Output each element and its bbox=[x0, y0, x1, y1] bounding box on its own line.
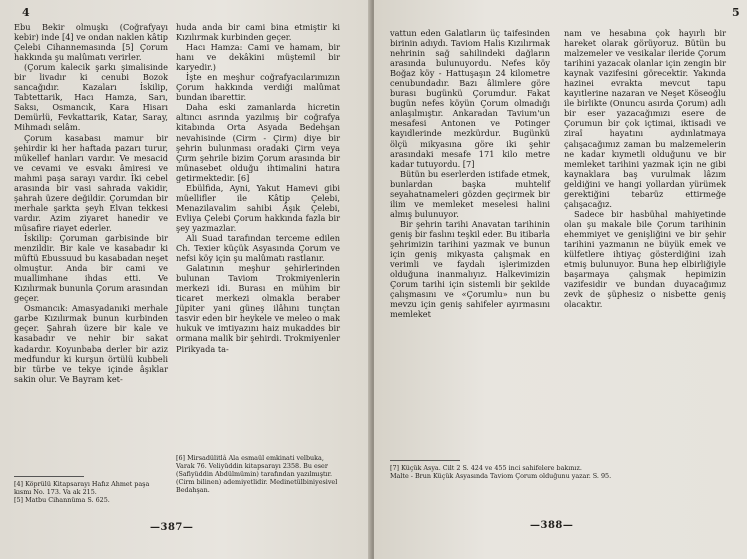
paragraph: Çorum kasabası mamur bir şehirdir ki her haftada pazarı turur, mükellef hanları vardır. Ve mesacid ve cevami ve esvakı âmiresi ve mahmi paşa sarayı vardır. İki cebel arasında bir vasi sahrada vakidir, şahrah üzere değildir. Çorumdan bir merhale şarkta şeyh Elvan tekkesi vardır. Azim ziyaret hanedir ve müsafire riayet ederler. bbox=[14, 132, 168, 233]
footnote: Malte - Brun Küçük Asyasında Taviom Çorum olduğunu yazar. S. 95. bbox=[390, 472, 612, 480]
paragraph: İskilip: Çoruman garbisinde bir menzildir. Bir kale ve kasabadır ki müftü Ebussuud bu kasabadan neşet olmuştur. Anda bir cami ve muallimhane ihdas etti. Ve Kızılırmak bununla Çorum arasından geçer. bbox=[14, 232, 168, 304]
right-page bbox=[374, 0, 747, 559]
left-footnotes-col-2 bbox=[176, 454, 340, 494]
left-page-column-2 bbox=[176, 22, 340, 354]
paragraph: Ebülfida, Ayni, Yakut Hamevi gibi müellifler ile Kâtip Çelebi, Menazilavalim sahibi Âşık Çelebi, Evliya Çelebi Çorum hakkında fazla bir şey yazmazlar. bbox=[176, 182, 340, 233]
paragraph: Daha eski zamanlarda hicretin altıncı asrında yazılmış bir coğrafya kitabında Orta Asyada Bedehşan nevahisinde (Cirm - Çirm) diye bir şehrin bulunması oradaki Çirm veya Çırm şehrile bizim Çorum arasında bir münasebet olduğu ihtimalini hatıra getirmektedir. [6] bbox=[176, 102, 340, 183]
paragraph: İşte en meşhur coğrafyacılarımızın Çorum hakkında verdiği malûmat bundan ibarettir. bbox=[176, 72, 340, 103]
left-page-column-1 bbox=[14, 22, 168, 384]
paragraph: Bütün bu eserlerden istifade etmek, bunlardan başka muhtelif seyahatnameleri gözden geçirmek bir ilim ve memleket meselesi halini almış bulunuyor. bbox=[390, 168, 550, 219]
left-page-bottom-number: —387— bbox=[150, 522, 194, 533]
footnote: [7] Küçük Asya. Cilt 2 S. 424 ve 455 inci sahifelere bakınız. bbox=[390, 464, 582, 472]
paragraph: huda anda bir cami bina etmiştir ki Kızılırmak kurbinden geçer. bbox=[176, 22, 340, 43]
left-footnotes-col-1 bbox=[14, 480, 168, 504]
paragraph: Osmancık: Amasyadanıki merhale garbe Kızılırmak bunun kurbinden geçer. Şahrah üzere bir kale ve kasabadır ve nehir bir sakat kadardır. Koyunbaba derler bir aziz medfundur ki kurşun örtülü kubbeli bir türbe ve tekye içinde âşıklar sakin olur. Ve Bayram ket- bbox=[14, 303, 168, 384]
left-page-top-number: 4 bbox=[22, 6, 30, 19]
right-page-column-1 bbox=[390, 28, 550, 319]
footnote: [5] Matbu Cihannüma S. 625. bbox=[14, 496, 110, 504]
footnote: [4] Köprülü Kitapsarayı Hafız Ahmet paşa kısmı No. 173. Va ak 215. bbox=[14, 480, 150, 496]
left-page bbox=[0, 0, 372, 559]
right-page-top-number: 5 bbox=[732, 6, 740, 19]
footnote: [6] Mirsadülitlâ Ala esmaül emkinati velbuka, Varak 76. Veliyüddin kitapsarayı 2358. Bu eser (Safiyüddin Abdülmümin) tarafından yazılmıştır. bbox=[176, 454, 332, 478]
right-page-column-2 bbox=[564, 28, 726, 309]
paragraph: Hacı Hamza: Cami ve hamam, bir hanı ve dekâkini müştemil bir karyedir.) bbox=[176, 42, 340, 73]
paragraph: Ebu Bekir olmuşkı (Coğrafyayı kebir) inde [4] ve ondan naklen kâtip Çelebi Cihannemasında [5] Çorum hakkında şu malûmatı verirler. bbox=[14, 22, 168, 63]
paragraph: Ali Suad tarafından terceme edilen Ch. Texier küçük Asyasında Çorum ve nefsi köy için şu malûmatı rastlanır. bbox=[176, 232, 340, 264]
footnote-rule bbox=[390, 460, 460, 461]
paragraph: vattun eden Galatların üç taifesinden birinin adıydı. Taviom Halis Kızılırmak nehrinin sağ sahilindeki dağların arasında bulunuyordu. Nefes köy Boğaz köy - Hattuşaşın 24 kilometre cenubundadır. Bazı âlimlere göre burası bugünkü Çorumdur. Fakat bugün nefes köyün Çorum olmadığı anlaşılmıştır. Ankaradan Tavium'un mesafesi Antonen ve Potinger kayıdlerinde mezkürdur. Bugünkü ölçü mikyasına göre iki şehir arasındaki mesafe 171 kilo metre kadar tutuyordu. [7] bbox=[390, 28, 550, 169]
paragraph: Bir şehrin tarihi Anavatan tarihinin geniş bir faslını teşkil eder. Bu itibarla şehrimizin tarihini yazmak ve bunun için geniş mikyasta çalışmak en verimli ve faydalı işlerimizden olduğuna inanmalıyız. Halkevimizin Çorum tarihi için sistemli bir şekilde çalışmasını ve «Çorumlu» nun bu mevzu için geniş sahifeler ayırmasını memleket bbox=[390, 218, 550, 320]
paragraph: (Çorum kalecik şarkı şimalisinde bir livadır ki cenubi Bozok sancağıdır. Kazaları İskilip, Tabtettarik, Hacı Hamza, Sarı, Saksı, Osmancık, Kara Hisarı Demürlü, Fevkattarik, Katar, Saray, Mihmadı selâm. bbox=[14, 62, 168, 133]
footnote: (Cirm bilinen) ademiyetlidir. Medinetülbiniyesivel Bedahşan. bbox=[176, 478, 338, 494]
right-page-bottom-number: —388— bbox=[530, 520, 574, 531]
right-footnotes bbox=[390, 464, 630, 480]
footnote-rule bbox=[14, 476, 84, 477]
paragraph: Galatının meşhur şehirlerinden bulunan Taviom Trokmiyenlerin merkezi idi. Burası en mühim bir ticaret merkezi olmakla beraber Jüpiter yani güneş ilâhını tunçtan tasvir eden bir heykele ve meleo o mak hukuk ve imtiyazını haiz mukaddes bir ormana malik bir şehirdi. Trokmiyenler Pirikyada ta- bbox=[176, 263, 340, 354]
paragraph: Sadece bir hasbühal mahiyetinde olan şu makale bile Çorum tarihinin ehemmiyet ve genişliğini ve bir şehir tarihini yazmanın ne büyük emek ve külfetlere ihtiyaç gösterdiğini izah etmiş bulunuyor. Buna hep elbirliğiyle başarmaya çalışmak hepimizin vazifesidir ve bundan duyacağımız zevk de şüphesiz o nisbette geniş olacaktır. bbox=[564, 208, 726, 310]
paragraph: nam ve hesabına çok hayırlı bir hareket olarak görüyoruz. Bütün bu malzemeler ve vesikalar ileride Çorum tarihini yazacak olanlar için zengin bir kaynak vazifesini görecektir. Yakında hazinei evrakta mevcut tapu kayıtlerine nazaran ve Neşet Köseoğlu ile birlikte (Onuncu asırda Çorum) adlı bir eser yazacağımızı esere de Çorumun bir çok içtimai, iktisadi ve ziraî hayatını aydınlatmaya çalışacağımız zaman bu malzemelerin ne kadar kıymetli olduğunu ve bir memleket tarihini yazmak için ne gibi kaynaklara baş vurulmak lâzım geldiğini ve hangi yollardan yürümek gerektiğini tebarüz ettirmeğe çalışacağız. bbox=[564, 28, 726, 209]
